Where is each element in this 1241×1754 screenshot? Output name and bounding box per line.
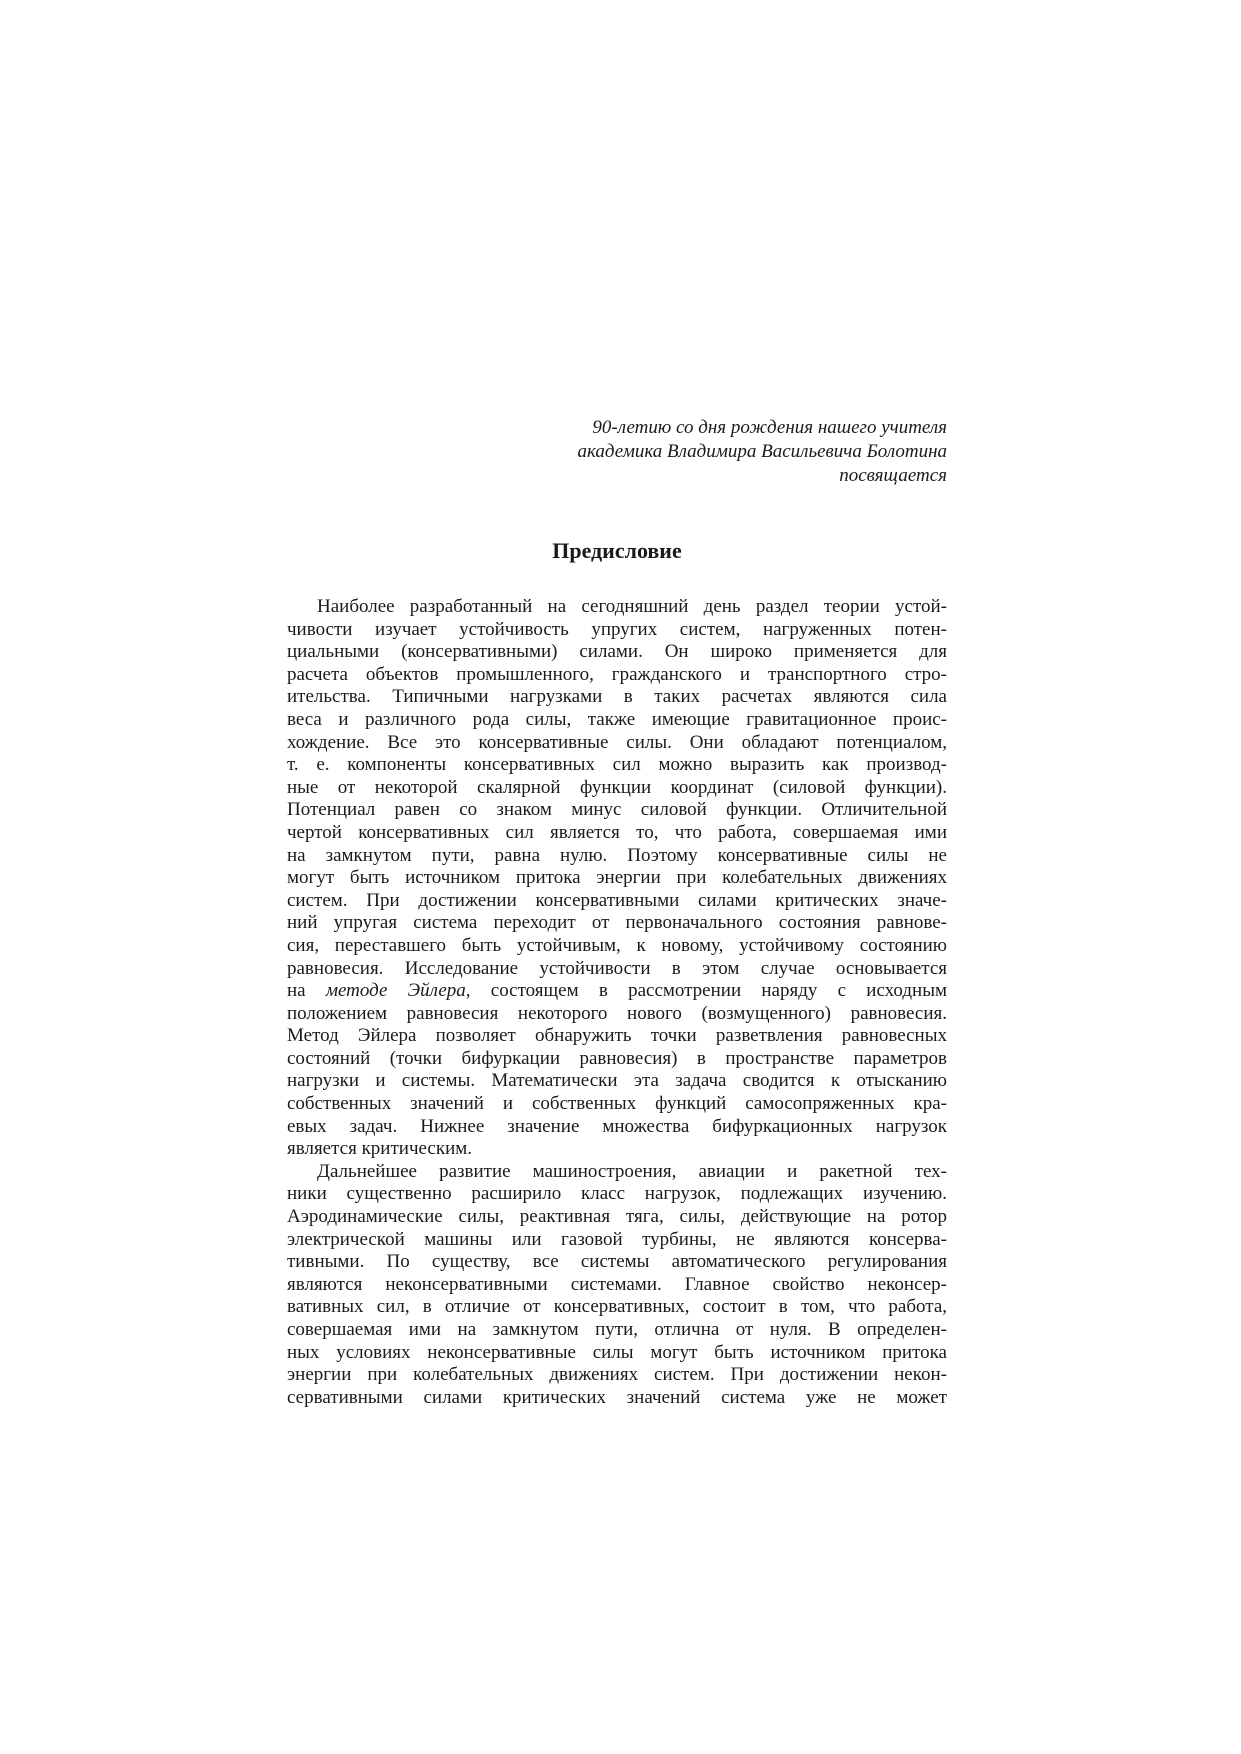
- paragraph-2: [287, 1161, 947, 1410]
- text-line: сия, переставшего быть устойчивым, к новому, устойчивому состоянию: [287, 934, 947, 956]
- text-line: собственных значений и собственных функций самосопряженных кра-: [287, 1093, 947, 1115]
- text-line: являются неконсервативными системами. Главное свойство неконсер-: [287, 1273, 947, 1295]
- text-line: на замкнутом пути, равна нулю. Поэтому консервативные силы не: [287, 844, 947, 866]
- text-line: т. е. компоненты консервативных сил можно выразить как производ-: [287, 754, 947, 776]
- text-line: ные от некоторой скалярной функции координат (силовой функции).: [287, 776, 947, 798]
- text-line: систем. При достижении консервативными силами критических значе-: [287, 889, 947, 911]
- text-line: Потенциал равен со знаком минус силовой функции. Отличительной: [287, 799, 947, 821]
- text-line: является критическим.: [287, 1138, 473, 1160]
- text-line: нагрузки и системы. Математически эта задача сводится к отысканию: [287, 1070, 947, 1092]
- text-line: ных условиях неконсервативные силы могут быть источником притока: [287, 1341, 947, 1363]
- text-line: Дальнейшее развитие машиностроения, авиации и ракетной тех-: [317, 1160, 947, 1182]
- page-title: Предисловие: [552, 538, 682, 563]
- text-line: чивости изучает устойчивость упругих систем, нагруженных потен-: [287, 618, 947, 640]
- text-line: энергии при колебательных движениях систем. При достижении некон-: [287, 1364, 947, 1386]
- dedication-line: посвящается: [839, 465, 947, 486]
- text-line: циальными (консервативными) силами. Он широко применяется для: [287, 641, 947, 663]
- emphasized-term: методе Эйлера: [325, 980, 466, 1002]
- text-line: евых задач. Нижнее значение множества бифуркационных нагрузок: [287, 1115, 947, 1137]
- text-line: ники существенно расширило класс нагрузок, подлежащих изучению.: [287, 1183, 947, 1205]
- dedication: [287, 416, 947, 488]
- text-line: расчета объектов промышленного, гражданского и транспортного стро-: [287, 663, 947, 685]
- text-line: Аэродинамические силы, реактивная тяга, силы, действующие на ротор: [287, 1206, 947, 1228]
- text-line: тивными. По существу, все системы автоматического регулирования: [287, 1251, 947, 1273]
- text-line: состояний (точки бифуркации равновесия) в пространстве параметров: [287, 1047, 947, 1069]
- text-segment: на: [287, 980, 326, 1002]
- text-line: хождение. Все это консервативные силы. Они обладают потенциалом,: [287, 731, 947, 753]
- text-line: сервативными силами критических значений система уже не может: [287, 1386, 947, 1408]
- text-line: [287, 980, 947, 1003]
- text-line: веса и различного рода силы, также имеющие гравитационное проис-: [287, 708, 947, 730]
- text-line: ительства. Типичными нагрузками в таких расчетах являются сила: [287, 686, 947, 708]
- document-page: [287, 0, 947, 1754]
- text-line: ний упругая система переходит от первоначального состояния равнове-: [287, 912, 947, 934]
- body-text: [287, 596, 947, 1409]
- text-line: положением равновесия некоторого нового (возмущенного) равновесия.: [287, 1002, 947, 1024]
- text-line: равновесия. Исследование устойчивости в этом случае основывается: [287, 957, 947, 979]
- text-line: чертой консервативных сил является то, что работа, совершаемая ими: [287, 821, 947, 843]
- dedication-line: 90-летию со дня рождения нашего учителя: [592, 417, 947, 438]
- text-segment: , состоящем в рассмотрении наряду с исходным: [465, 980, 947, 1002]
- text-line: вативных сил, в отличие от консервативных, состоит в том, что работа,: [287, 1296, 947, 1318]
- text-line: электрической машины или газовой турбины, не являются консерва-: [287, 1228, 947, 1250]
- paragraph-1: [287, 596, 947, 1161]
- text-line: совершаемая ими на замкнутом пути, отлична от нуля. В определен-: [287, 1319, 947, 1340]
- text-line: могут быть источником притока энергии при колебательных движениях: [287, 867, 947, 889]
- text-line: Наиболее разработанный на сегодняшний день раздел теории устой-: [317, 596, 947, 617]
- dedication-line: академика Владимира Васильевича Болотина: [577, 441, 947, 462]
- text-line: Метод Эйлера позволяет обнаружить точки разветвления равновесных: [287, 1025, 947, 1047]
